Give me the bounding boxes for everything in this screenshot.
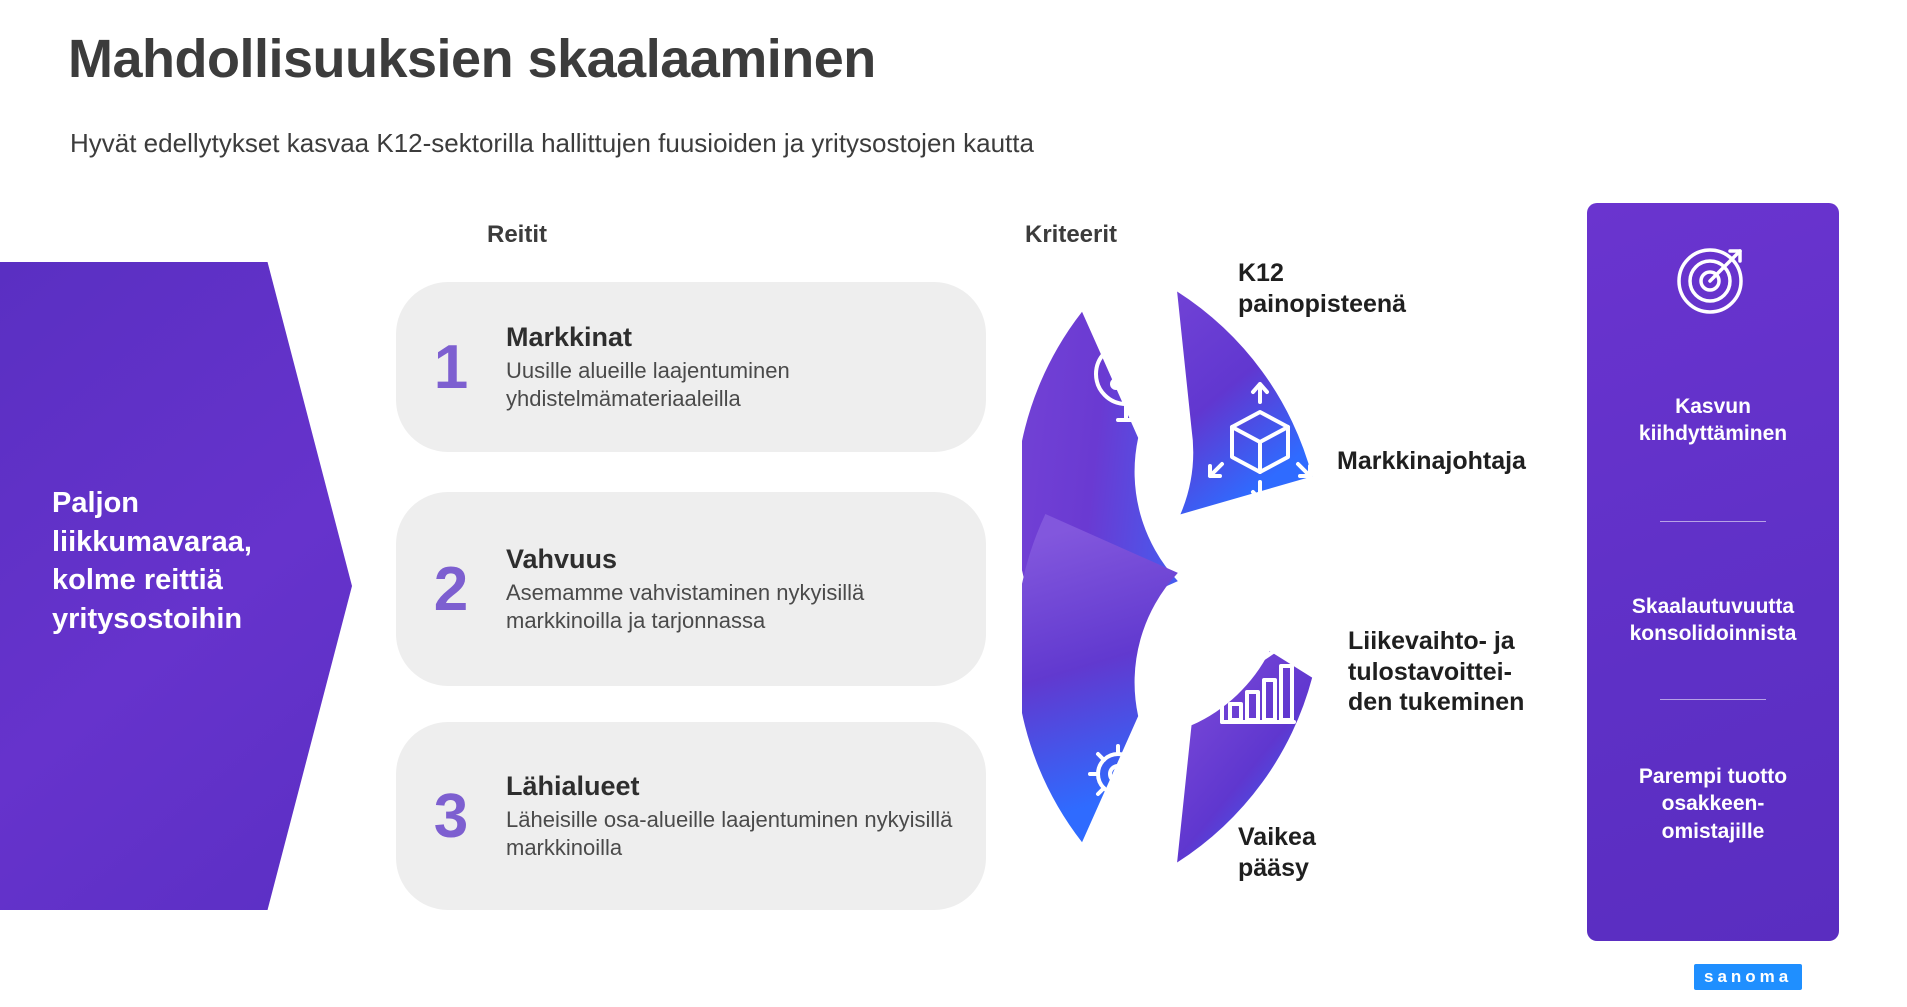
route-description: Läheisille osa-alueille laajentuminen nykyisillä markkinoilla (506, 806, 953, 860)
criteria-label-k12: K12 painopisteenä (1238, 259, 1407, 318)
route-title: Lähialueet (506, 770, 640, 801)
panel-divider (1660, 521, 1766, 522)
left-arrow-label: Paljon liikkumavaraa, kolme reittiä yritysostoihin (52, 487, 252, 635)
route-number: 2 (433, 554, 469, 624)
page-title: Mahdollisuuksien skaalaaminen (68, 29, 876, 89)
criteria-column-heading: Kriteerit (1025, 221, 1118, 248)
route-body (506, 771, 986, 861)
outcome-item: Skaalautuvuutta konsolidoinnista (1629, 595, 1797, 646)
route-title: Markkinat (506, 321, 633, 352)
routes-column-heading: Reitit (487, 221, 547, 248)
route-title: Vahvuus (506, 543, 618, 574)
page-subtitle: Hyvät edellytykset kasvaa K12-sektorilla hallittujen fuusioiden ja yritysostojen kautta (70, 128, 1034, 158)
criteria-label-market-leader: Markkinajohtaja (1337, 447, 1526, 475)
route-card (396, 282, 986, 452)
route-description: Asemamme vahvistaminen nykyisillä markkinoilla ja tarjonnassa (506, 579, 865, 633)
panel-divider (1660, 699, 1766, 700)
route-body (506, 544, 986, 634)
route-body (506, 322, 986, 412)
route-card (396, 722, 986, 910)
criteria-label-hard-access: Vaikea pääsy (1238, 823, 1316, 882)
route-number: 1 (433, 332, 469, 402)
target-icon (1670, 235, 1756, 321)
outcomes-panel (1587, 203, 1839, 941)
route-card (396, 492, 986, 686)
outcome-item: Kasvun kiihdyttäminen (1638, 395, 1788, 446)
route-description: Uusille alueille laajentuminen yhdistelmämateriaaleilla (506, 357, 790, 411)
sanoma-logo: sanoma (1694, 964, 1802, 990)
criteria-label-revenue: Liikevaihto- ja tulostavoittei- den tukeminen (1348, 627, 1525, 716)
outcome-item: Parempi tuotto osakkeen- omistajille (1638, 765, 1788, 843)
criteria-donut-chart (1022, 252, 1352, 902)
route-number: 3 (433, 781, 469, 851)
